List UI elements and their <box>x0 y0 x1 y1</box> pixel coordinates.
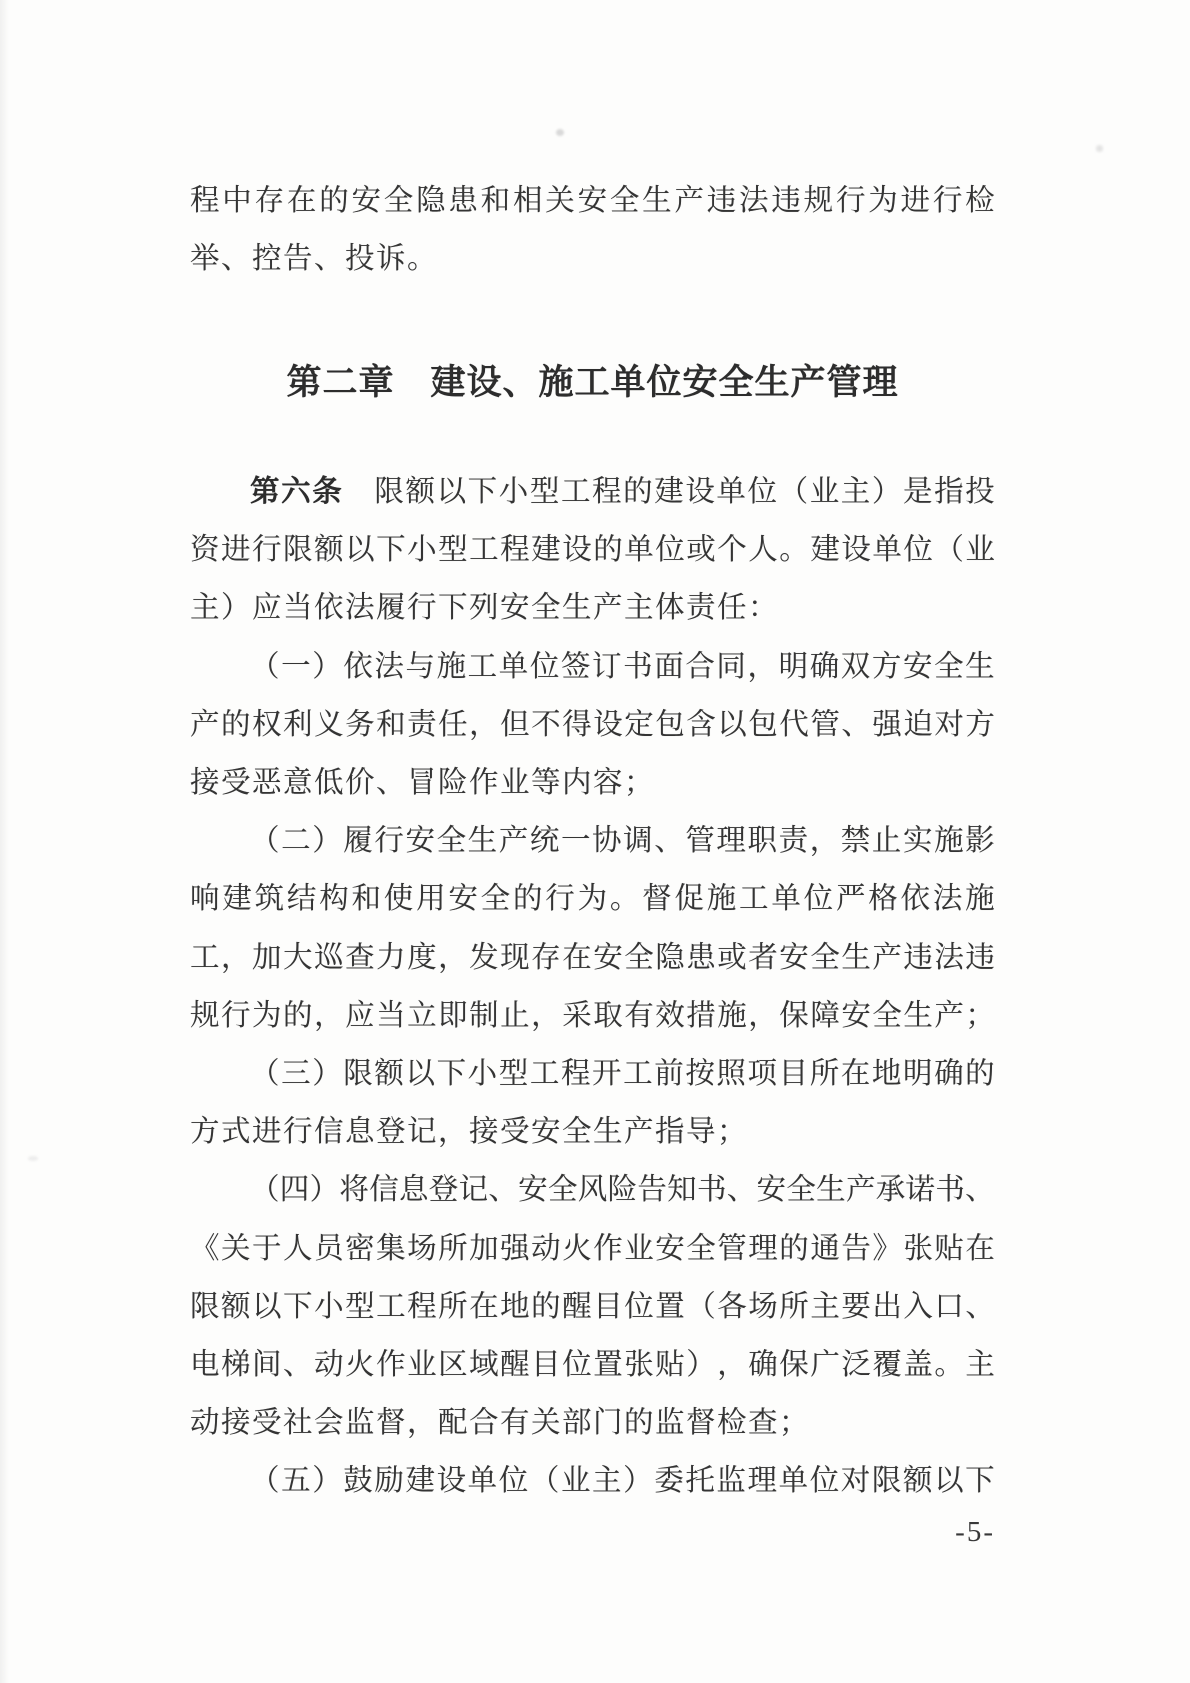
body-line-item-2: （ 二 ） 履 行 安 全 生 产 统 一 协 调 、 管 理 职 责 ， 禁 止 实 施 影 <box>250 825 995 858</box>
body-line: 接受恶意低价、冒险作业等内容； <box>190 767 656 799</box>
body-line: 响 建 筑 结 构 和 使 用 安 全 的 行 为 。 督 促 施 工 单 位 严 格 依 法 施 <box>190 883 995 916</box>
body-line: 主）应当依法履行下列安全生产主体责任： <box>190 592 780 625</box>
body-line-item-4: （ 四 ） 将 信 息 登 记 、 安 全 风 险 告 知 书 、 安 全 生 产 承 诺 书 、 <box>250 1174 995 1207</box>
page-number: -5- <box>955 1516 995 1548</box>
body-line: 规 行 为 的 ， 应 当 立 即 制 止 ， 采 取 有 效 措 施 ， 保 障 安 全 生 产 ； <box>190 999 995 1032</box>
scan-speck <box>1096 145 1103 152</box>
body-line: 工 ， 加 大 巡 查 力 度 ， 发 现 存 在 安 全 隐 患 或 者 安 全 生 产 违 法 违 <box>190 941 995 974</box>
body-line: 动接受社会监督，配合有关部门的监督检查； <box>190 1407 811 1440</box>
body-line: 资 进 行 限 额 以 下 小 型 工 程 建 设 的 单 位 或 个 人 。 建 设 单 位 （ 业 <box>190 534 995 567</box>
body-line: 举、控告、投诉。 <box>190 243 439 276</box>
chapter-heading: 第二章 建设、施工单位安全生产管理 <box>286 363 899 402</box>
body-line: 限 额 以 下 小 型 工 程 所 在 地 的 醒 目 位 置 （ 各 场 所 主 要 出 入 口 、 <box>190 1290 995 1323</box>
body-line: 产 的 权 利 义 务 和 责 任 ， 但 不 得 设 定 包 含 以 包 代 管 、 强 迫 对 方 <box>190 708 995 741</box>
scan-edge-shadow <box>0 0 9 1683</box>
body-line: 方式进行信息登记，接受安全生产指导； <box>190 1116 749 1149</box>
body-line: 《 关 于 人 员 密 集 场 所 加 强 动 火 作 业 安 全 管 理 的 通 告 》 张 贴 在 <box>190 1232 995 1265</box>
body-line: 程 中 存 在 的 安 全 隐 患 和 相 关 安 全 生 产 违 法 违 规 行 为 进 行 检 <box>190 185 995 217</box>
scan-speck <box>28 1156 38 1161</box>
body-line: 电 梯 间 、 动 火 作 业 区 域 醒 目 位 置 张 贴 ） ， 确 保 广 泛 覆 盖 。 主 <box>190 1349 995 1381</box>
body-line-item-1: （ 一 ） 依 法 与 施 工 单 位 签 订 书 面 合 同 ， 明 确 双 方 安 全 生 <box>250 650 995 683</box>
body-line-article-6: 第 六 条 限 额 以 下 小 型 工 程 的 建 设 单 位 （ 业 主 ） 是 指 投 <box>250 475 995 508</box>
body-line-item-5: （ 五 ） 鼓 励 建 设 单 位 （ 业 主 ） 委 托 监 理 单 位 对 限 额 以 下 <box>250 1465 995 1498</box>
body-line-item-3: （ 三 ） 限 额 以 下 小 型 工 程 开 工 前 按 照 项 目 所 在 地 明 确 的 <box>250 1058 995 1090</box>
scan-speck <box>556 129 564 136</box>
